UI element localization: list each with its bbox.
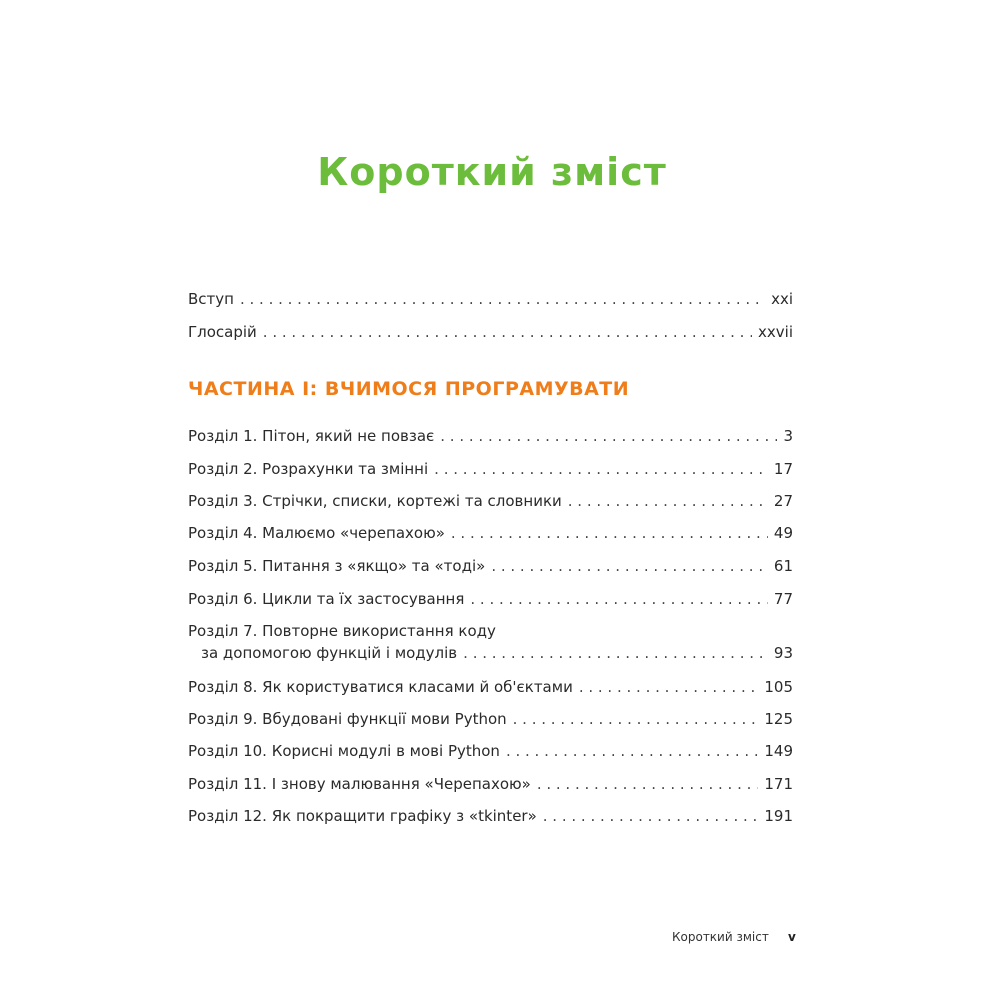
- toc-entry-page: xxvii: [758, 323, 793, 341]
- dot-leader: [463, 642, 768, 664]
- chapter-label: Розділ 10. Корисні модулі в мові Python: [188, 742, 500, 760]
- chapter-entry: [188, 555, 793, 577]
- chapter-page: 125: [764, 710, 793, 728]
- chapter-page: 191: [764, 807, 793, 825]
- chapter-entry: [188, 458, 793, 480]
- chapter-page: 61: [773, 557, 793, 575]
- chapter-label: Розділ 6. Цикли та їх застосування: [188, 590, 465, 608]
- chapter-label: Розділ 2. Розрахунки та змінні: [188, 460, 429, 478]
- dot-leader: [434, 458, 768, 480]
- chapter-page: 105: [764, 678, 793, 696]
- dot-leader: [543, 805, 759, 827]
- dot-leader: [470, 588, 768, 610]
- chapter-page: 171: [764, 775, 793, 793]
- chapter-entry: [188, 522, 793, 544]
- running-footer-title: Короткий зміст: [672, 930, 769, 944]
- page-title: Короткий зміст: [317, 150, 667, 194]
- chapter-label: Розділ 3. Стрічки, списки, кортежі та словники: [188, 492, 562, 510]
- dot-leader: [568, 490, 768, 512]
- chapter-label-continued: за допомогою функцій і модулів: [201, 644, 458, 662]
- toc-entry: [188, 321, 793, 343]
- chapter-entry: [188, 490, 793, 512]
- dot-leader: [263, 321, 752, 343]
- chapter-label: Розділ 5. Питання з «якщо» та «тоді»: [188, 557, 486, 575]
- chapter-page: 17: [773, 460, 793, 478]
- dot-leader: [240, 288, 765, 310]
- chapter-label: Розділ 12. Як покращити графіку з «tkinter»: [188, 807, 537, 825]
- chapter-entry: [188, 740, 793, 762]
- chapter-label: Розділ 8. Як користуватися класами й об'єктами: [188, 678, 573, 696]
- dot-leader: [506, 740, 758, 762]
- chapter-entry: [188, 620, 793, 664]
- front-matter-list: [188, 321, 793, 343]
- chapter-entry: [188, 805, 793, 827]
- dot-leader: [537, 773, 759, 795]
- dot-leader: [440, 425, 777, 447]
- toc-entry-label: Вступ: [188, 290, 234, 308]
- chapter-entry: [188, 588, 793, 610]
- chapter-label: Розділ 9. Вбудовані функції мови Python: [188, 710, 507, 728]
- dot-leader: [451, 522, 768, 544]
- chapter-entry: [188, 773, 793, 795]
- chapter-label: Розділ 11. І знову малювання «Черепахою»: [188, 775, 531, 793]
- chapter-page: 77: [773, 590, 793, 608]
- front-matter-list: [188, 288, 793, 310]
- part-heading: ЧАСТИНА I: ВЧИМОСЯ ПРОГРАМУВАТИ: [188, 378, 630, 400]
- toc-entry-page: xxi: [771, 290, 793, 308]
- chapter-entry: [188, 425, 793, 447]
- dot-leader: [579, 676, 759, 698]
- chapter-page: 149: [764, 742, 793, 760]
- chapter-page: 3: [783, 427, 793, 445]
- toc-entry: [188, 288, 793, 310]
- toc-entry-label: Глосарій: [188, 323, 257, 341]
- chapter-label: Розділ 4. Малюємо «черепахою»: [188, 524, 445, 542]
- chapter-page: 27: [773, 492, 793, 510]
- chapter-entry: [188, 708, 793, 730]
- chapter-page: 49: [773, 524, 793, 542]
- chapter-entry: [188, 676, 793, 698]
- chapter-label: Розділ 1. Пітон, який не повзає: [188, 427, 435, 445]
- chapter-label: Розділ 7. Повторне використання коду: [188, 622, 496, 640]
- dot-leader: [513, 708, 759, 730]
- dot-leader: [491, 555, 768, 577]
- chapter-page: 93: [773, 644, 793, 662]
- footer-page-number: v: [788, 930, 796, 944]
